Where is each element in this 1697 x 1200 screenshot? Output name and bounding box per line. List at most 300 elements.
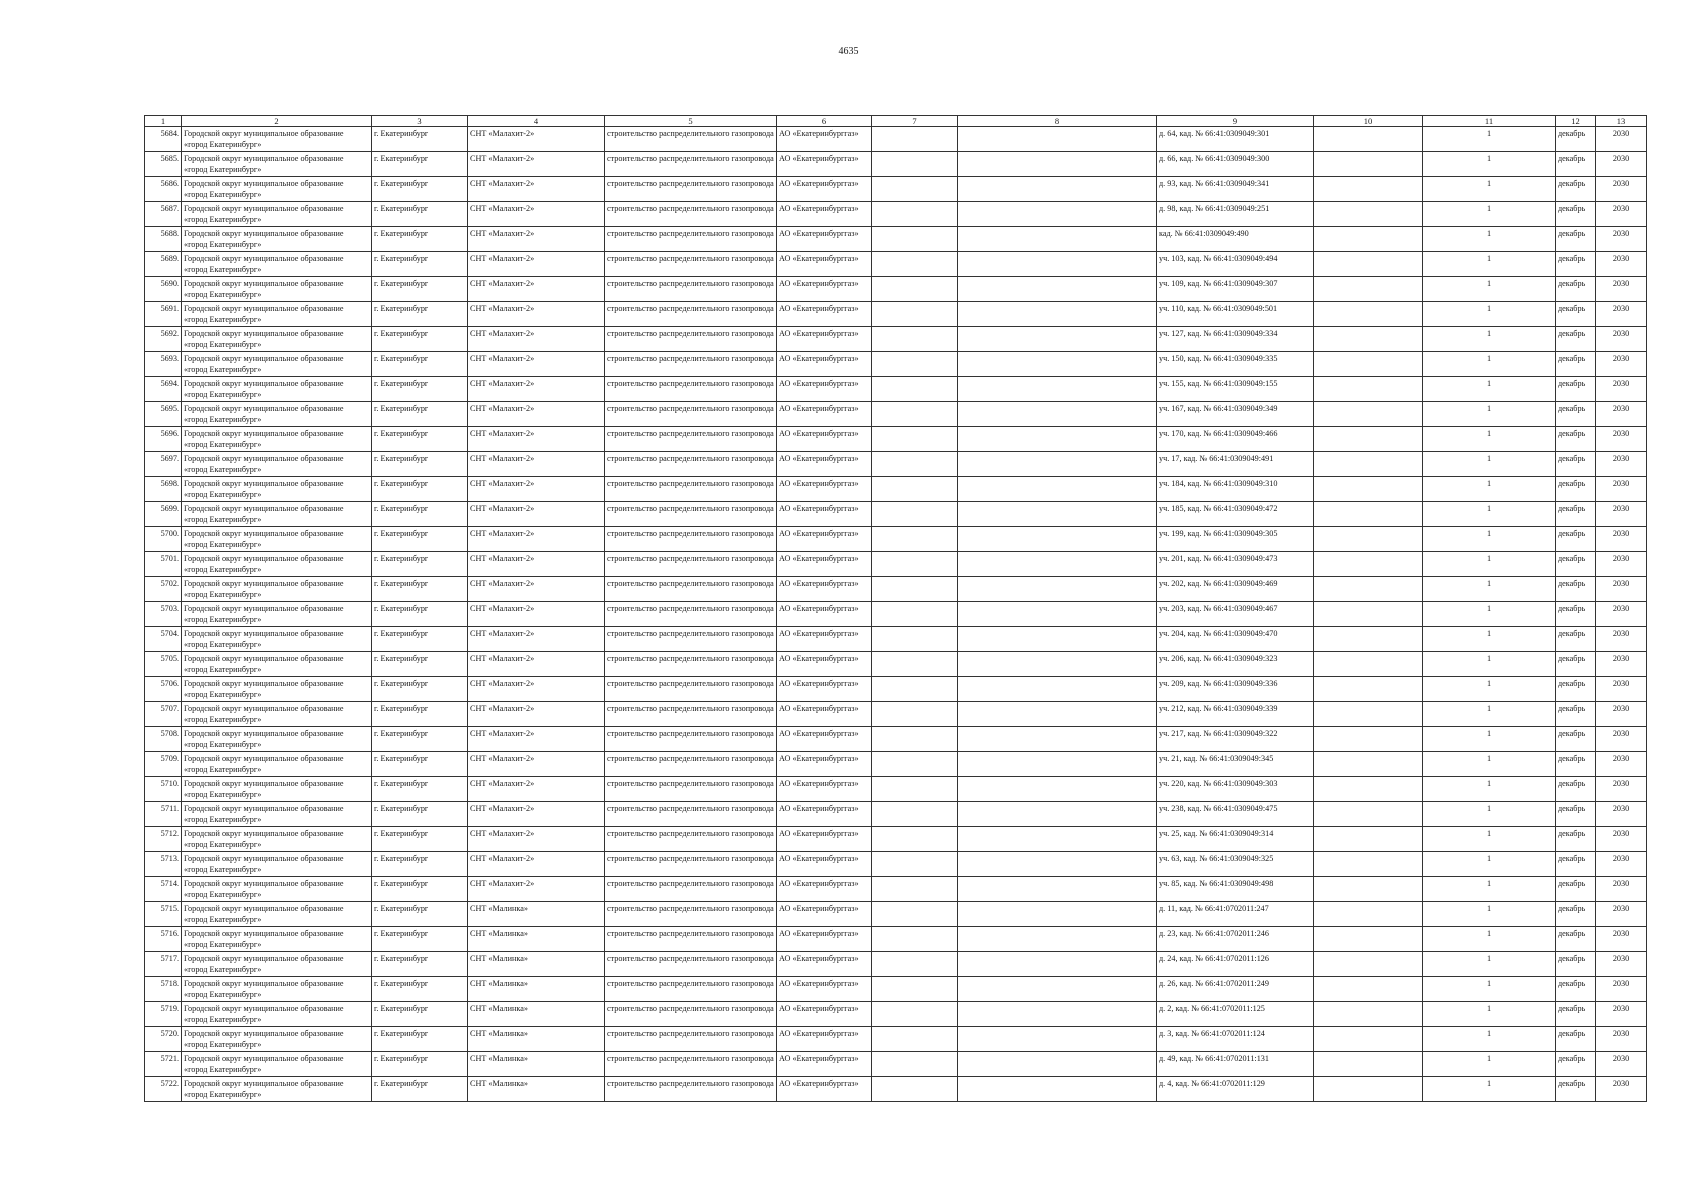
column-header: 7 bbox=[872, 116, 958, 127]
empty-cell bbox=[1314, 527, 1423, 552]
row-number: 5698. bbox=[145, 477, 182, 502]
empty-cell bbox=[872, 1052, 958, 1077]
locality-cell: г. Екатеринбург bbox=[372, 227, 468, 252]
empty-cell bbox=[958, 527, 1157, 552]
empty-cell bbox=[872, 977, 958, 1002]
locality-cell: г. Екатеринбург bbox=[372, 127, 468, 152]
table-row bbox=[145, 702, 1647, 727]
locality-cell: г. Екатеринбург bbox=[372, 677, 468, 702]
row-number: 5711. bbox=[145, 802, 182, 827]
month-cell: декабрь bbox=[1556, 577, 1596, 602]
row-number: 5699. bbox=[145, 502, 182, 527]
settlement-cell: СНТ «Малахит-2» bbox=[468, 527, 605, 552]
locality-cell: г. Екатеринбург bbox=[372, 927, 468, 952]
locality-cell: г. Екатеринбург bbox=[372, 527, 468, 552]
locality-cell: г. Екатеринбург bbox=[372, 552, 468, 577]
month-cell: декабрь bbox=[1556, 527, 1596, 552]
municipality-cell: Городской округ муниципальное образование «город Екатеринбург» bbox=[182, 677, 372, 702]
empty-cell bbox=[872, 227, 958, 252]
purpose-cell: строительство распределительного газопровода bbox=[605, 352, 777, 377]
count-cell: 1 bbox=[1423, 252, 1556, 277]
empty-cell bbox=[1314, 177, 1423, 202]
empty-cell bbox=[1314, 1077, 1423, 1102]
owner-cell: АО «Екатеринбурггаз» bbox=[777, 252, 872, 277]
settlement-cell: СНТ «Малинка» bbox=[468, 977, 605, 1002]
owner-cell: АО «Екатеринбурггаз» bbox=[777, 652, 872, 677]
year-cell: 2030 bbox=[1596, 727, 1647, 752]
empty-cell bbox=[872, 852, 958, 877]
empty-cell bbox=[958, 327, 1157, 352]
empty-cell bbox=[958, 902, 1157, 927]
locality-cell: г. Екатеринбург bbox=[372, 502, 468, 527]
year-cell: 2030 bbox=[1596, 377, 1647, 402]
year-cell: 2030 bbox=[1596, 402, 1647, 427]
row-number: 5703. bbox=[145, 602, 182, 627]
month-cell: декабрь bbox=[1556, 177, 1596, 202]
month-cell: декабрь bbox=[1556, 1002, 1596, 1027]
column-header: 5 bbox=[605, 116, 777, 127]
owner-cell: АО «Екатеринбурггаз» bbox=[777, 227, 872, 252]
count-cell: 1 bbox=[1423, 1027, 1556, 1052]
cadastral-cell: уч. 103, кад. № 66:41:0309049:494 bbox=[1157, 252, 1314, 277]
year-cell: 2030 bbox=[1596, 702, 1647, 727]
page-number: 4635 bbox=[838, 46, 859, 57]
empty-cell bbox=[1314, 852, 1423, 877]
settlement-cell: СНТ «Малахит-2» bbox=[468, 252, 605, 277]
column-header: 10 bbox=[1314, 116, 1423, 127]
count-cell: 1 bbox=[1423, 602, 1556, 627]
settlement-cell: СНТ «Малахит-2» bbox=[468, 877, 605, 902]
month-cell: декабрь bbox=[1556, 302, 1596, 327]
row-number: 5684. bbox=[145, 127, 182, 152]
month-cell: декабрь bbox=[1556, 1027, 1596, 1052]
registry-table bbox=[144, 115, 1647, 1102]
empty-cell bbox=[958, 827, 1157, 852]
month-cell: декабрь bbox=[1556, 952, 1596, 977]
settlement-cell: СНТ «Малахит-2» bbox=[468, 577, 605, 602]
municipality-cell: Городской округ муниципальное образование «город Екатеринбург» bbox=[182, 777, 372, 802]
purpose-cell: строительство распределительного газопровода bbox=[605, 1027, 777, 1052]
table-row bbox=[145, 902, 1647, 927]
year-cell: 2030 bbox=[1596, 1002, 1647, 1027]
count-cell: 1 bbox=[1423, 477, 1556, 502]
empty-cell bbox=[958, 852, 1157, 877]
municipality-cell: Городской округ муниципальное образование «город Екатеринбург» bbox=[182, 852, 372, 877]
count-cell: 1 bbox=[1423, 902, 1556, 927]
count-cell: 1 bbox=[1423, 352, 1556, 377]
empty-cell bbox=[872, 477, 958, 502]
empty-cell bbox=[1314, 902, 1423, 927]
count-cell: 1 bbox=[1423, 977, 1556, 1002]
table-row bbox=[145, 802, 1647, 827]
locality-cell: г. Екатеринбург bbox=[372, 877, 468, 902]
municipality-cell: Городской округ муниципальное образование «город Екатеринбург» bbox=[182, 152, 372, 177]
cadastral-cell: д. 24, кад. № 66:41:0702011:126 bbox=[1157, 952, 1314, 977]
empty-cell bbox=[1314, 927, 1423, 952]
month-cell: декабрь bbox=[1556, 552, 1596, 577]
empty-cell bbox=[958, 377, 1157, 402]
row-number: 5706. bbox=[145, 677, 182, 702]
empty-cell bbox=[872, 1027, 958, 1052]
table-row bbox=[145, 427, 1647, 452]
month-cell: декабрь bbox=[1556, 1077, 1596, 1102]
empty-cell bbox=[872, 902, 958, 927]
empty-cell bbox=[872, 652, 958, 677]
empty-cell bbox=[1314, 752, 1423, 777]
settlement-cell: СНТ «Малинка» bbox=[468, 952, 605, 977]
cadastral-cell: уч. 110, кад. № 66:41:0309049:501 bbox=[1157, 302, 1314, 327]
settlement-cell: СНТ «Малахит-2» bbox=[468, 477, 605, 502]
count-cell: 1 bbox=[1423, 677, 1556, 702]
locality-cell: г. Екатеринбург bbox=[372, 152, 468, 177]
table-row bbox=[145, 302, 1647, 327]
month-cell: декабрь bbox=[1556, 652, 1596, 677]
municipality-cell: Городской округ муниципальное образование «город Екатеринбург» bbox=[182, 802, 372, 827]
empty-cell bbox=[958, 352, 1157, 377]
owner-cell: АО «Екатеринбурггаз» bbox=[777, 1002, 872, 1027]
purpose-cell: строительство распределительного газопровода bbox=[605, 302, 777, 327]
settlement-cell: СНТ «Малахит-2» bbox=[468, 427, 605, 452]
empty-cell bbox=[1314, 152, 1423, 177]
settlement-cell: СНТ «Малахит-2» bbox=[468, 727, 605, 752]
column-header: 13 bbox=[1596, 116, 1647, 127]
column-header: 1 bbox=[145, 116, 182, 127]
purpose-cell: строительство распределительного газопровода bbox=[605, 902, 777, 927]
cadastral-cell: уч. 17, кад. № 66:41:0309049:491 bbox=[1157, 452, 1314, 477]
locality-cell: г. Екатеринбург bbox=[372, 577, 468, 602]
purpose-cell: строительство распределительного газопровода bbox=[605, 202, 777, 227]
settlement-cell: СНТ «Малахит-2» bbox=[468, 552, 605, 577]
table-row bbox=[145, 727, 1647, 752]
empty-cell bbox=[958, 677, 1157, 702]
locality-cell: г. Екатеринбург bbox=[372, 1052, 468, 1077]
empty-cell bbox=[958, 602, 1157, 627]
cadastral-cell: уч. 184, кад. № 66:41:0309049:310 bbox=[1157, 477, 1314, 502]
empty-cell bbox=[1314, 602, 1423, 627]
owner-cell: АО «Екатеринбурггаз» bbox=[777, 627, 872, 652]
settlement-cell: СНТ «Малахит-2» bbox=[468, 602, 605, 627]
year-cell: 2030 bbox=[1596, 1077, 1647, 1102]
purpose-cell: строительство распределительного газопровода bbox=[605, 177, 777, 202]
count-cell: 1 bbox=[1423, 227, 1556, 252]
purpose-cell: строительство распределительного газопровода bbox=[605, 927, 777, 952]
table-row bbox=[145, 652, 1647, 677]
settlement-cell: СНТ «Малахит-2» bbox=[468, 452, 605, 477]
empty-cell bbox=[872, 177, 958, 202]
empty-cell bbox=[1314, 252, 1423, 277]
month-cell: декабрь bbox=[1556, 277, 1596, 302]
year-cell: 2030 bbox=[1596, 852, 1647, 877]
municipality-cell: Городской округ муниципальное образование «город Екатеринбург» bbox=[182, 977, 372, 1002]
row-number: 5693. bbox=[145, 352, 182, 377]
empty-cell bbox=[872, 952, 958, 977]
owner-cell: АО «Екатеринбурггаз» bbox=[777, 1077, 872, 1102]
purpose-cell: строительство распределительного газопровода bbox=[605, 627, 777, 652]
year-cell: 2030 bbox=[1596, 327, 1647, 352]
count-cell: 1 bbox=[1423, 402, 1556, 427]
owner-cell: АО «Екатеринбурггаз» bbox=[777, 727, 872, 752]
empty-cell bbox=[958, 727, 1157, 752]
cadastral-cell: уч. 201, кад. № 66:41:0309049:473 bbox=[1157, 552, 1314, 577]
month-cell: декабрь bbox=[1556, 377, 1596, 402]
empty-cell bbox=[872, 877, 958, 902]
owner-cell: АО «Екатеринбурггаз» bbox=[777, 152, 872, 177]
empty-cell bbox=[1314, 627, 1423, 652]
purpose-cell: строительство распределительного газопровода bbox=[605, 727, 777, 752]
year-cell: 2030 bbox=[1596, 277, 1647, 302]
month-cell: декабрь bbox=[1556, 752, 1596, 777]
purpose-cell: строительство распределительного газопровода bbox=[605, 552, 777, 577]
owner-cell: АО «Екатеринбурггаз» bbox=[777, 452, 872, 477]
purpose-cell: строительство распределительного газопровода bbox=[605, 252, 777, 277]
owner-cell: АО «Екатеринбурггаз» bbox=[777, 377, 872, 402]
empty-cell bbox=[958, 202, 1157, 227]
count-cell: 1 bbox=[1423, 952, 1556, 977]
locality-cell: г. Екатеринбург bbox=[372, 277, 468, 302]
municipality-cell: Городской округ муниципальное образование «город Екатеринбург» bbox=[182, 1052, 372, 1077]
municipality-cell: Городской округ муниципальное образование «город Екатеринбург» bbox=[182, 1077, 372, 1102]
count-cell: 1 bbox=[1423, 527, 1556, 552]
settlement-cell: СНТ «Малинка» bbox=[468, 927, 605, 952]
purpose-cell: строительство распределительного газопровода bbox=[605, 752, 777, 777]
owner-cell: АО «Екатеринбурггаз» bbox=[777, 277, 872, 302]
locality-cell: г. Екатеринбург bbox=[372, 427, 468, 452]
owner-cell: АО «Екатеринбурггаз» bbox=[777, 202, 872, 227]
purpose-cell: строительство распределительного газопровода bbox=[605, 1002, 777, 1027]
row-number: 5720. bbox=[145, 1027, 182, 1052]
purpose-cell: строительство распределительного газопровода bbox=[605, 1052, 777, 1077]
settlement-cell: СНТ «Малахит-2» bbox=[468, 152, 605, 177]
empty-cell bbox=[872, 152, 958, 177]
cadastral-cell: уч. 85, кад. № 66:41:0309049:498 bbox=[1157, 877, 1314, 902]
row-number: 5689. bbox=[145, 252, 182, 277]
empty-cell bbox=[1314, 977, 1423, 1002]
month-cell: декабрь bbox=[1556, 477, 1596, 502]
locality-cell: г. Екатеринбург bbox=[372, 602, 468, 627]
empty-cell bbox=[872, 777, 958, 802]
purpose-cell: строительство распределительного газопровода bbox=[605, 477, 777, 502]
empty-cell bbox=[1314, 952, 1423, 977]
settlement-cell: СНТ «Малахит-2» bbox=[468, 827, 605, 852]
row-number: 5710. bbox=[145, 777, 182, 802]
row-number: 5695. bbox=[145, 402, 182, 427]
purpose-cell: строительство распределительного газопровода bbox=[605, 952, 777, 977]
empty-cell bbox=[1314, 877, 1423, 902]
year-cell: 2030 bbox=[1596, 227, 1647, 252]
table-row bbox=[145, 452, 1647, 477]
empty-cell bbox=[1314, 1052, 1423, 1077]
municipality-cell: Городской округ муниципальное образование «город Екатеринбург» bbox=[182, 352, 372, 377]
empty-cell bbox=[872, 352, 958, 377]
row-number: 5715. bbox=[145, 902, 182, 927]
empty-cell bbox=[958, 227, 1157, 252]
count-cell: 1 bbox=[1423, 427, 1556, 452]
locality-cell: г. Екатеринбург bbox=[372, 402, 468, 427]
owner-cell: АО «Екатеринбурггаз» bbox=[777, 427, 872, 452]
table-row bbox=[145, 877, 1647, 902]
empty-cell bbox=[872, 802, 958, 827]
row-number: 5694. bbox=[145, 377, 182, 402]
count-cell: 1 bbox=[1423, 627, 1556, 652]
municipality-cell: Городской округ муниципальное образование «город Екатеринбург» bbox=[182, 177, 372, 202]
owner-cell: АО «Екатеринбурггаз» bbox=[777, 877, 872, 902]
empty-cell bbox=[958, 127, 1157, 152]
row-number: 5721. bbox=[145, 1052, 182, 1077]
empty-cell bbox=[872, 277, 958, 302]
empty-cell bbox=[958, 652, 1157, 677]
municipality-cell: Городской округ муниципальное образование «город Екатеринбург» bbox=[182, 552, 372, 577]
settlement-cell: СНТ «Малахит-2» bbox=[468, 677, 605, 702]
month-cell: декабрь bbox=[1556, 777, 1596, 802]
empty-cell bbox=[958, 627, 1157, 652]
month-cell: декабрь bbox=[1556, 977, 1596, 1002]
count-cell: 1 bbox=[1423, 777, 1556, 802]
owner-cell: АО «Екатеринбурггаз» bbox=[777, 952, 872, 977]
row-number: 5705. bbox=[145, 652, 182, 677]
month-cell: декабрь bbox=[1556, 1052, 1596, 1077]
settlement-cell: СНТ «Малахит-2» bbox=[468, 852, 605, 877]
table-row bbox=[145, 952, 1647, 977]
locality-cell: г. Екатеринбург bbox=[372, 802, 468, 827]
cadastral-cell: кад. № 66:41:0309049:490 bbox=[1157, 227, 1314, 252]
row-number: 5716. bbox=[145, 927, 182, 952]
empty-cell bbox=[872, 677, 958, 702]
empty-cell bbox=[1314, 552, 1423, 577]
year-cell: 2030 bbox=[1596, 977, 1647, 1002]
cadastral-cell: д. 66, кад. № 66:41:0309049:300 bbox=[1157, 152, 1314, 177]
column-header: 8 bbox=[958, 116, 1157, 127]
month-cell: декабрь bbox=[1556, 877, 1596, 902]
table-row bbox=[145, 227, 1647, 252]
empty-cell bbox=[1314, 377, 1423, 402]
settlement-cell: СНТ «Малахит-2» bbox=[468, 377, 605, 402]
row-number: 5686. bbox=[145, 177, 182, 202]
locality-cell: г. Екатеринбург bbox=[372, 627, 468, 652]
empty-cell bbox=[872, 427, 958, 452]
month-cell: декабрь bbox=[1556, 802, 1596, 827]
municipality-cell: Городской округ муниципальное образование «город Екатеринбург» bbox=[182, 927, 372, 952]
row-number: 5701. bbox=[145, 552, 182, 577]
empty-cell bbox=[1314, 502, 1423, 527]
count-cell: 1 bbox=[1423, 802, 1556, 827]
table-row bbox=[145, 577, 1647, 602]
cadastral-cell: д. 64, кад. № 66:41:0309049:301 bbox=[1157, 127, 1314, 152]
table-row bbox=[145, 152, 1647, 177]
row-number: 5685. bbox=[145, 152, 182, 177]
settlement-cell: СНТ «Малахит-2» bbox=[468, 202, 605, 227]
empty-cell bbox=[958, 302, 1157, 327]
table-row bbox=[145, 1052, 1647, 1077]
empty-cell bbox=[1314, 402, 1423, 427]
empty-cell bbox=[1314, 652, 1423, 677]
owner-cell: АО «Екатеринбурггаз» bbox=[777, 327, 872, 352]
purpose-cell: строительство распределительного газопровода bbox=[605, 1077, 777, 1102]
table-row bbox=[145, 927, 1647, 952]
owner-cell: АО «Екатеринбурггаз» bbox=[777, 902, 872, 927]
count-cell: 1 bbox=[1423, 177, 1556, 202]
table-row bbox=[145, 402, 1647, 427]
settlement-cell: СНТ «Малахит-2» bbox=[468, 702, 605, 727]
cadastral-cell: д. 26, кад. № 66:41:0702011:249 bbox=[1157, 977, 1314, 1002]
table-row bbox=[145, 977, 1647, 1002]
table-row bbox=[145, 502, 1647, 527]
municipality-cell: Городской округ муниципальное образование «город Екатеринбург» bbox=[182, 377, 372, 402]
empty-cell bbox=[958, 1027, 1157, 1052]
municipality-cell: Городской округ муниципальное образование «город Екатеринбург» bbox=[182, 202, 372, 227]
empty-cell bbox=[872, 552, 958, 577]
empty-cell bbox=[872, 127, 958, 152]
owner-cell: АО «Екатеринбурггаз» bbox=[777, 827, 872, 852]
empty-cell bbox=[1314, 352, 1423, 377]
cadastral-cell: уч. 220, кад. № 66:41:0309049:303 bbox=[1157, 777, 1314, 802]
row-number: 5714. bbox=[145, 877, 182, 902]
count-cell: 1 bbox=[1423, 152, 1556, 177]
year-cell: 2030 bbox=[1596, 152, 1647, 177]
cadastral-cell: уч. 63, кад. № 66:41:0309049:325 bbox=[1157, 852, 1314, 877]
table-row bbox=[145, 202, 1647, 227]
count-cell: 1 bbox=[1423, 1002, 1556, 1027]
purpose-cell: строительство распределительного газопровода bbox=[605, 827, 777, 852]
month-cell: декабрь bbox=[1556, 252, 1596, 277]
year-cell: 2030 bbox=[1596, 902, 1647, 927]
month-cell: декабрь bbox=[1556, 452, 1596, 477]
column-header: 12 bbox=[1556, 116, 1596, 127]
count-cell: 1 bbox=[1423, 452, 1556, 477]
settlement-cell: СНТ «Малахит-2» bbox=[468, 327, 605, 352]
locality-cell: г. Екатеринбург bbox=[372, 177, 468, 202]
locality-cell: г. Екатеринбург bbox=[372, 302, 468, 327]
row-number: 5708. bbox=[145, 727, 182, 752]
municipality-cell: Городской округ муниципальное образование «город Екатеринбург» bbox=[182, 602, 372, 627]
purpose-cell: строительство распределительного газопровода bbox=[605, 452, 777, 477]
row-number: 5688. bbox=[145, 227, 182, 252]
month-cell: декабрь bbox=[1556, 202, 1596, 227]
row-number: 5718. bbox=[145, 977, 182, 1002]
locality-cell: г. Екатеринбург bbox=[372, 702, 468, 727]
empty-cell bbox=[872, 577, 958, 602]
owner-cell: АО «Екатеринбурггаз» bbox=[777, 602, 872, 627]
month-cell: декабрь bbox=[1556, 227, 1596, 252]
locality-cell: г. Екатеринбург bbox=[372, 1002, 468, 1027]
cadastral-cell: уч. 217, кад. № 66:41:0309049:322 bbox=[1157, 727, 1314, 752]
cadastral-cell: уч. 25, кад. № 66:41:0309049:314 bbox=[1157, 827, 1314, 852]
settlement-cell: СНТ «Малахит-2» bbox=[468, 802, 605, 827]
empty-cell bbox=[1314, 452, 1423, 477]
owner-cell: АО «Екатеринбурггаз» bbox=[777, 802, 872, 827]
locality-cell: г. Екатеринбург bbox=[372, 902, 468, 927]
empty-cell bbox=[958, 702, 1157, 727]
count-cell: 1 bbox=[1423, 577, 1556, 602]
settlement-cell: СНТ «Малахит-2» bbox=[468, 127, 605, 152]
owner-cell: АО «Екатеринбурггаз» bbox=[777, 1052, 872, 1077]
count-cell: 1 bbox=[1423, 652, 1556, 677]
year-cell: 2030 bbox=[1596, 527, 1647, 552]
owner-cell: АО «Екатеринбурггаз» bbox=[777, 502, 872, 527]
municipality-cell: Городской округ муниципальное образование «город Екатеринбург» bbox=[182, 577, 372, 602]
purpose-cell: строительство распределительного газопровода bbox=[605, 602, 777, 627]
cadastral-cell: д. 2, кад. № 66:41:0702011:125 bbox=[1157, 1002, 1314, 1027]
purpose-cell: строительство распределительного газопровода bbox=[605, 852, 777, 877]
empty-cell bbox=[958, 777, 1157, 802]
month-cell: декабрь bbox=[1556, 402, 1596, 427]
purpose-cell: строительство распределительного газопровода bbox=[605, 677, 777, 702]
table-row bbox=[145, 552, 1647, 577]
empty-cell bbox=[958, 152, 1157, 177]
column-header: 3 bbox=[372, 116, 468, 127]
year-cell: 2030 bbox=[1596, 827, 1647, 852]
empty-cell bbox=[958, 927, 1157, 952]
locality-cell: г. Екатеринбург bbox=[372, 452, 468, 477]
